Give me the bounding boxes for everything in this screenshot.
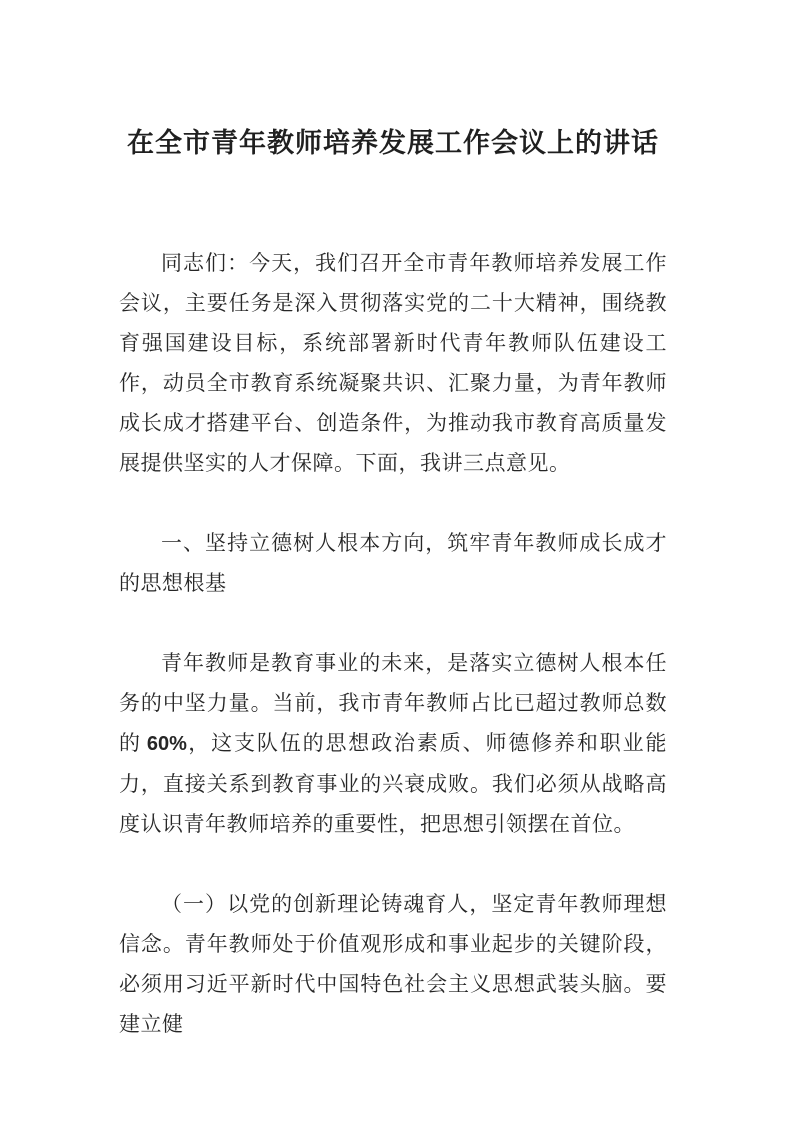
text-run-latin: 60% [146,733,187,755]
paragraph-3 [119,643,667,844]
paragraph-1 [119,243,667,483]
text-run: 青年教师是教育事业的未来，是落实立德树人根本任务的中坚力量。当前，我市青年教师占比已超过教师总数的 [119,651,667,755]
text-run: ，这支队伍的思想政治素质、师德修养和职业能力，直接关系到教育事业的兴衰成败。我们必须从战略高度认识青年教师培养的重要性，把思想引领摆在首位。 [119,731,668,836]
text-run: （一）以党的创新理论铸魂育人，坚定青年教师理想信念。青年教师处于价值观形成和事业起步的关键阶段，必须用习近平新时代中国特色社会主义思想武装头脑。要建立健 [119,892,667,1036]
document-title: 在全市青年教师培养发展工作会议上的讲话 [127,128,659,158]
text-run: 一、坚持立德树人根本方向，筑牢青年教师成长成才的思想根基 [119,531,667,595]
document-body [119,243,667,1044]
section-heading [119,523,667,603]
text-run: 同志们：今天，我们召开全市青年教师培养发展工作会议，主要任务是深入贯彻落实党的二十大精神，围绕教育强国建设目标，系统部署新时代青年教师队伍建设工作，动员全市教育系统凝聚共识、汇聚力量，为青年教师成长成才搭建平台、创造条件，为推动我市教育高质量发展提供坚实的人才保障。下面，我讲三点意见。 [119,251,667,475]
paragraph-4 [119,884,667,1044]
